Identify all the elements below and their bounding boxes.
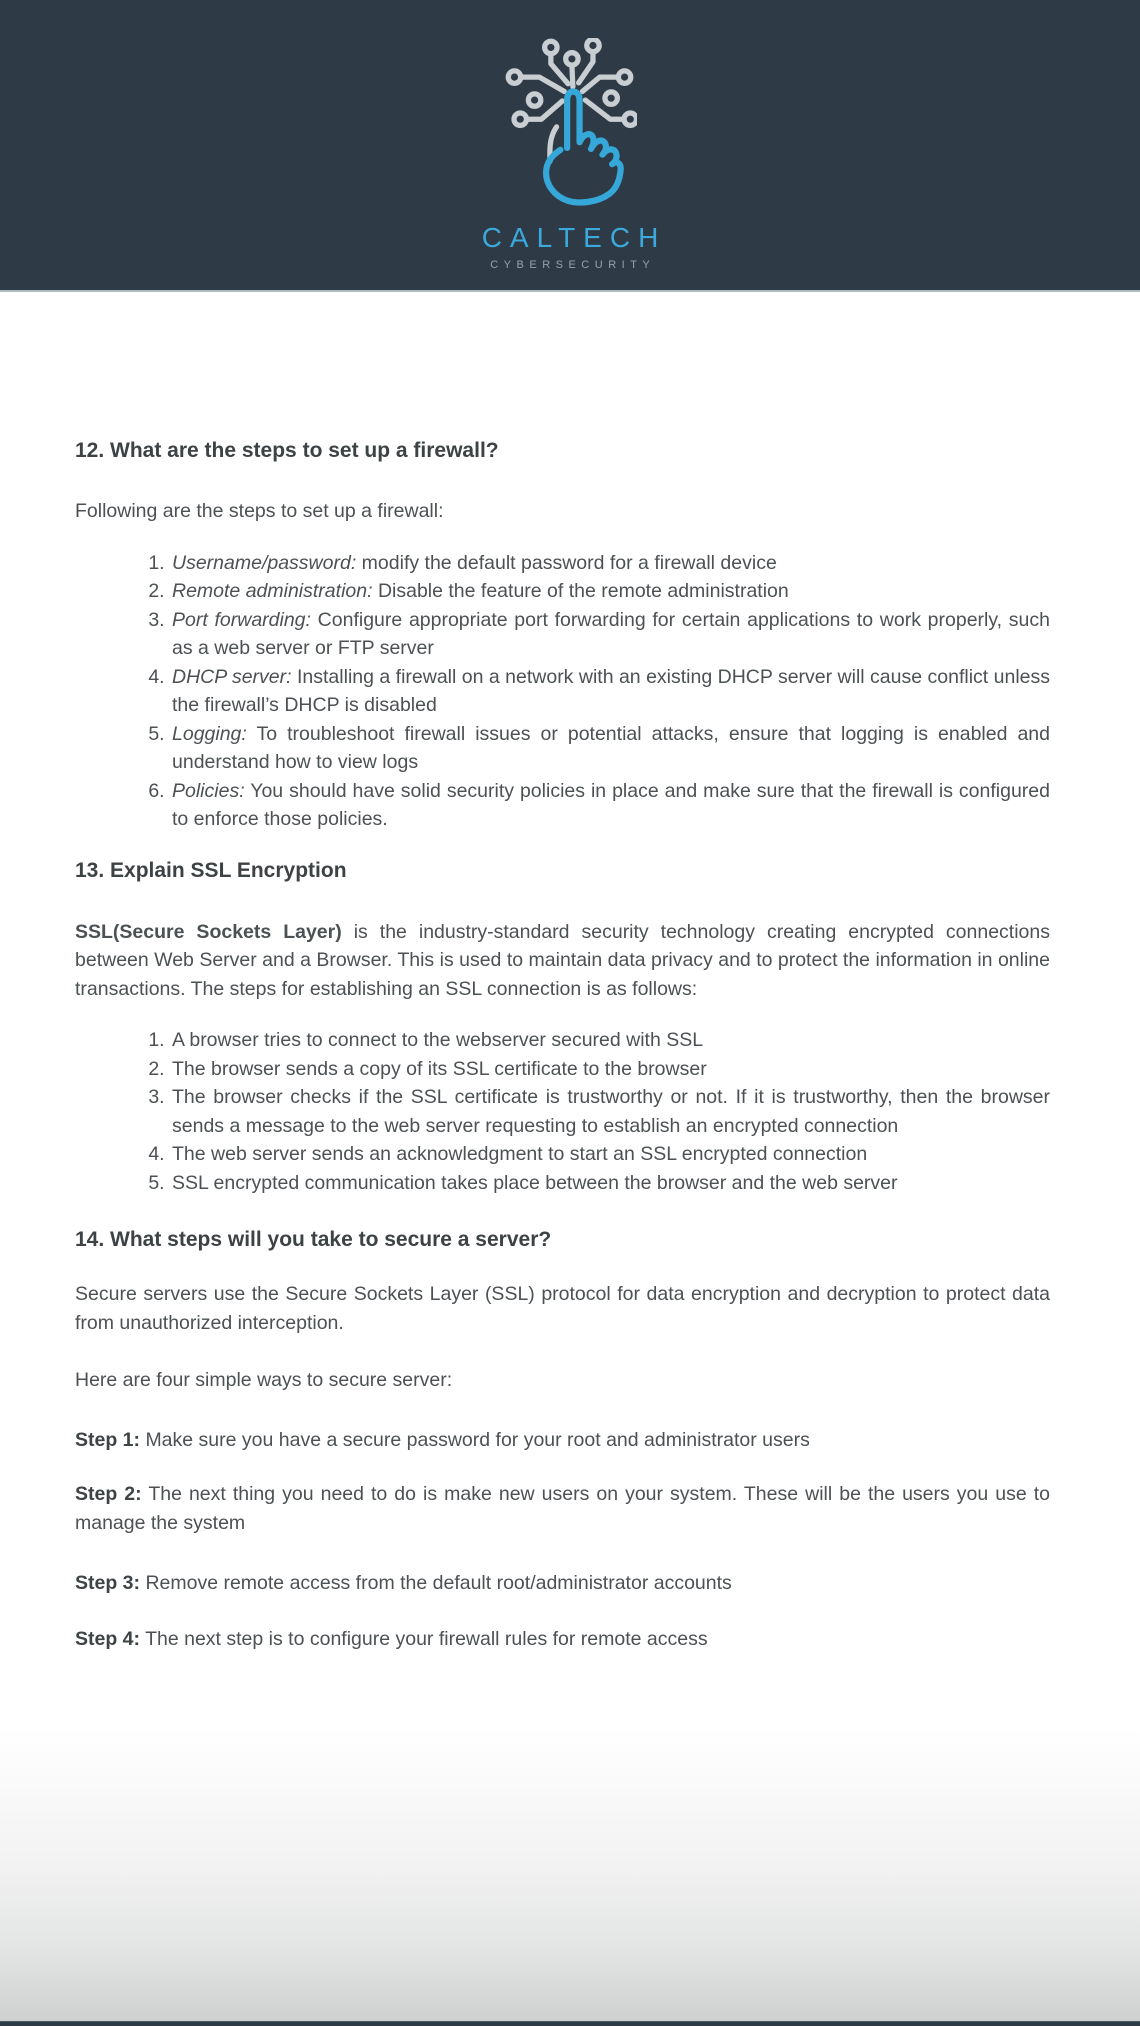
secure-server-paragraph: Secure servers use the Secure Sockets Layer (SSL) protocol for data encryption and decryption to protect data from unauthorized interception. xyxy=(75,1283,1050,1334)
secure-server-intro: Here are four simple ways to secure server: xyxy=(75,1369,453,1391)
item-lead: Username/password: xyxy=(172,551,357,574)
section-13-heading: 13. Explain SSL Encryption xyxy=(75,858,347,882)
brand-name: CALTECH xyxy=(481,222,667,253)
item-text: modify the default password for a firewall device xyxy=(361,551,777,574)
item-text: You should have solid security policies in place and make sure that the firewall is configured to enforce those policies. xyxy=(172,779,1050,830)
document-page xyxy=(0,438,1140,2021)
item-lead: Logging: xyxy=(172,722,247,745)
step-paragraph xyxy=(75,1569,1050,1598)
list-item xyxy=(170,549,1050,578)
item-lead: Remote administration: xyxy=(172,580,373,602)
item-lead: DHCP server: xyxy=(172,665,292,688)
step-label: Step 1: xyxy=(75,1428,141,1451)
list-item: 2. The browser sends a copy of its SSL certificate to the browser xyxy=(170,1055,1050,1084)
step-text: Remove remote access from the default root/administrator accounts xyxy=(145,1572,732,1594)
step-text: The next step is to configure your firewall rules for remote access xyxy=(145,1627,708,1650)
item-text: To troubleshoot firewall issues or potential attacks, ensure that logging is enabled and understand how to view logs xyxy=(172,722,1050,773)
ssl-steps-list xyxy=(75,1026,1050,1197)
step-paragraph xyxy=(75,1625,1050,1654)
list-item xyxy=(170,777,1050,834)
firewall-steps-list xyxy=(75,549,1050,834)
list-item xyxy=(170,606,1050,663)
step-label: Step 4: xyxy=(75,1627,141,1650)
item-text: Configure appropriate port forwarding for certain applications to work properly, such as a web server or FTP server xyxy=(172,608,1050,659)
ssl-lead: SSL(Secure Sockets Layer) xyxy=(75,920,342,943)
ssl-text: is the industry-standard security technology creating encrypted connections between Web Server and a Browser. This is used to maintain data privacy and to protect the information in online transactions. The steps for establishing an SSL connection is as follows: xyxy=(75,920,1050,1000)
circuit-hand-icon xyxy=(503,38,637,210)
step-paragraph xyxy=(75,1426,1050,1455)
step-label: Step 3: xyxy=(75,1572,141,1594)
list-item: 4. The web server sends an acknowledgment to start an SSL encrypted connection xyxy=(170,1140,1050,1169)
ssl-paragraph xyxy=(75,918,1050,1004)
item-lead: Port forwarding: xyxy=(172,608,311,631)
step-text: The next thing you need to do is make new users on your system. These will be the users you use to manage the system xyxy=(75,1483,1050,1534)
section-12-intro: Following are the steps to set up a firewall: xyxy=(75,500,444,522)
header xyxy=(0,0,1140,292)
list-item xyxy=(170,663,1050,720)
step-paragraph xyxy=(75,1480,1050,1537)
item-lead: Policies: xyxy=(172,779,245,802)
list-item xyxy=(170,720,1050,777)
footer xyxy=(0,2021,1140,2026)
section-12-heading: 12. What are the steps to set up a firewall? xyxy=(75,439,499,462)
section-14-heading: 14. What steps will you take to secure a server? xyxy=(75,1228,552,1251)
item-text: Disable the feature of the remote administration xyxy=(377,580,789,602)
item-text: Installing a firewall on a network with an existing DHCP server will cause conflict unless the firewall’s DHCP is disabled xyxy=(172,665,1051,716)
list-item: 1. A browser tries to connect to the webserver secured with SSL xyxy=(170,1026,1050,1055)
list-item xyxy=(170,577,1050,606)
list-item: 5. SSL encrypted communication takes place between the browser and the web server xyxy=(170,1169,1050,1198)
step-text: Make sure you have a secure password for your root and administrator users xyxy=(145,1428,810,1451)
step-label: Step 2: xyxy=(75,1483,142,1505)
brand-tagline: CYBERSECURITY xyxy=(490,259,656,271)
list-item: 3. The browser checks if the SSL certificate is trustworthy or not. If it is trustworthy, then the browser sends a message to the web server requesting to establish an encrypted connection xyxy=(170,1083,1050,1140)
